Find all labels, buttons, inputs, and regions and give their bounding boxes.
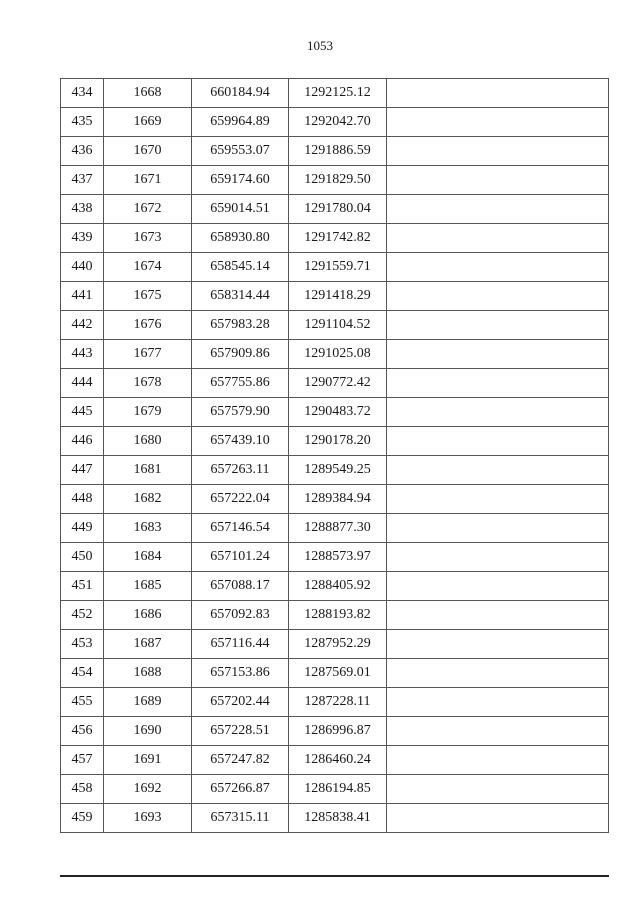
table-row	[61, 224, 609, 253]
note-cell	[387, 514, 609, 543]
note-cell	[387, 456, 609, 485]
x-coordinate-cell: 658314.44	[192, 282, 289, 311]
point-number-cell: 1669	[104, 108, 192, 137]
point-number-cell: 1673	[104, 224, 192, 253]
x-coordinate-cell: 657092.83	[192, 601, 289, 630]
table-row	[61, 311, 609, 340]
point-number-cell: 1686	[104, 601, 192, 630]
note-cell	[387, 717, 609, 746]
row-index-cell: 439	[61, 224, 104, 253]
y-coordinate-cell: 1290483.72	[289, 398, 387, 427]
note-cell	[387, 804, 609, 833]
point-number-cell: 1684	[104, 543, 192, 572]
note-cell	[387, 311, 609, 340]
note-cell	[387, 630, 609, 659]
x-coordinate-cell: 658545.14	[192, 253, 289, 282]
y-coordinate-cell: 1287228.11	[289, 688, 387, 717]
x-coordinate-cell: 657222.04	[192, 485, 289, 514]
x-coordinate-cell: 657909.86	[192, 340, 289, 369]
x-coordinate-cell: 657247.82	[192, 746, 289, 775]
table-row	[61, 108, 609, 137]
point-number-cell: 1689	[104, 688, 192, 717]
table-row	[61, 659, 609, 688]
x-coordinate-cell: 657101.24	[192, 543, 289, 572]
row-index-cell: 437	[61, 166, 104, 195]
row-index-cell: 451	[61, 572, 104, 601]
x-coordinate-cell: 657579.90	[192, 398, 289, 427]
row-index-cell: 456	[61, 717, 104, 746]
table-row	[61, 340, 609, 369]
point-number-cell: 1685	[104, 572, 192, 601]
row-index-cell: 442	[61, 311, 104, 340]
note-cell	[387, 369, 609, 398]
x-coordinate-cell: 660184.94	[192, 79, 289, 108]
point-number-cell: 1681	[104, 456, 192, 485]
table-row	[61, 456, 609, 485]
x-coordinate-cell: 657755.86	[192, 369, 289, 398]
y-coordinate-cell: 1291742.82	[289, 224, 387, 253]
note-cell	[387, 253, 609, 282]
point-number-cell: 1682	[104, 485, 192, 514]
table-row	[61, 137, 609, 166]
note-cell	[387, 688, 609, 717]
note-cell	[387, 224, 609, 253]
x-coordinate-cell: 657266.87	[192, 775, 289, 804]
table-row	[61, 804, 609, 833]
x-coordinate-cell: 657439.10	[192, 427, 289, 456]
coordinate-table-body	[61, 79, 609, 833]
y-coordinate-cell: 1288405.92	[289, 572, 387, 601]
table-row	[61, 369, 609, 398]
y-coordinate-cell: 1291886.59	[289, 137, 387, 166]
table-row	[61, 601, 609, 630]
row-index-cell: 435	[61, 108, 104, 137]
note-cell	[387, 543, 609, 572]
row-index-cell: 459	[61, 804, 104, 833]
table-row	[61, 485, 609, 514]
row-index-cell: 440	[61, 253, 104, 282]
row-index-cell: 436	[61, 137, 104, 166]
note-cell	[387, 282, 609, 311]
y-coordinate-cell: 1285838.41	[289, 804, 387, 833]
note-cell	[387, 108, 609, 137]
y-coordinate-cell: 1290178.20	[289, 427, 387, 456]
row-index-cell: 455	[61, 688, 104, 717]
x-coordinate-cell: 657228.51	[192, 717, 289, 746]
coordinate-table	[60, 78, 609, 833]
y-coordinate-cell: 1292125.12	[289, 79, 387, 108]
table-row	[61, 427, 609, 456]
page-number: 1053	[307, 38, 333, 53]
x-coordinate-cell: 657146.54	[192, 514, 289, 543]
y-coordinate-cell: 1289384.94	[289, 485, 387, 514]
note-cell	[387, 195, 609, 224]
x-coordinate-cell: 659174.60	[192, 166, 289, 195]
note-cell	[387, 485, 609, 514]
point-number-cell: 1679	[104, 398, 192, 427]
y-coordinate-cell: 1291104.52	[289, 311, 387, 340]
note-cell	[387, 398, 609, 427]
footer-rule	[60, 875, 609, 877]
y-coordinate-cell: 1286194.85	[289, 775, 387, 804]
x-coordinate-cell: 657315.11	[192, 804, 289, 833]
note-cell	[387, 746, 609, 775]
row-index-cell: 450	[61, 543, 104, 572]
note-cell	[387, 659, 609, 688]
y-coordinate-cell: 1289549.25	[289, 456, 387, 485]
table-row	[61, 688, 609, 717]
point-number-cell: 1675	[104, 282, 192, 311]
y-coordinate-cell: 1288573.97	[289, 543, 387, 572]
point-number-cell: 1676	[104, 311, 192, 340]
point-number-cell: 1672	[104, 195, 192, 224]
point-number-cell: 1693	[104, 804, 192, 833]
x-coordinate-cell: 657983.28	[192, 311, 289, 340]
y-coordinate-cell: 1286460.24	[289, 746, 387, 775]
row-index-cell: 453	[61, 630, 104, 659]
y-coordinate-cell: 1286996.87	[289, 717, 387, 746]
y-coordinate-cell: 1287569.01	[289, 659, 387, 688]
table-row	[61, 775, 609, 804]
point-number-cell: 1668	[104, 79, 192, 108]
y-coordinate-cell: 1291025.08	[289, 340, 387, 369]
point-number-cell: 1690	[104, 717, 192, 746]
note-cell	[387, 427, 609, 456]
table-row	[61, 572, 609, 601]
table-row	[61, 195, 609, 224]
table-row	[61, 253, 609, 282]
point-number-cell: 1691	[104, 746, 192, 775]
table-row	[61, 398, 609, 427]
row-index-cell: 447	[61, 456, 104, 485]
note-cell	[387, 572, 609, 601]
row-index-cell: 452	[61, 601, 104, 630]
row-index-cell: 457	[61, 746, 104, 775]
note-cell	[387, 775, 609, 804]
point-number-cell: 1683	[104, 514, 192, 543]
x-coordinate-cell: 657263.11	[192, 456, 289, 485]
note-cell	[387, 601, 609, 630]
row-index-cell: 434	[61, 79, 104, 108]
x-coordinate-cell: 659553.07	[192, 137, 289, 166]
point-number-cell: 1678	[104, 369, 192, 398]
table-row	[61, 282, 609, 311]
note-cell	[387, 166, 609, 195]
point-number-cell: 1688	[104, 659, 192, 688]
x-coordinate-cell: 657116.44	[192, 630, 289, 659]
note-cell	[387, 340, 609, 369]
point-number-cell: 1680	[104, 427, 192, 456]
point-number-cell: 1671	[104, 166, 192, 195]
point-number-cell: 1674	[104, 253, 192, 282]
row-index-cell: 441	[61, 282, 104, 311]
x-coordinate-cell: 657202.44	[192, 688, 289, 717]
row-index-cell: 445	[61, 398, 104, 427]
table-row	[61, 717, 609, 746]
row-index-cell: 449	[61, 514, 104, 543]
x-coordinate-cell: 659014.51	[192, 195, 289, 224]
y-coordinate-cell: 1291418.29	[289, 282, 387, 311]
y-coordinate-cell: 1292042.70	[289, 108, 387, 137]
x-coordinate-cell: 659964.89	[192, 108, 289, 137]
table-row	[61, 630, 609, 659]
row-index-cell: 448	[61, 485, 104, 514]
y-coordinate-cell: 1291780.04	[289, 195, 387, 224]
row-index-cell: 438	[61, 195, 104, 224]
note-cell	[387, 79, 609, 108]
row-index-cell: 443	[61, 340, 104, 369]
point-number-cell: 1692	[104, 775, 192, 804]
table-row	[61, 166, 609, 195]
note-cell	[387, 137, 609, 166]
row-index-cell: 454	[61, 659, 104, 688]
table-row	[61, 79, 609, 108]
point-number-cell: 1670	[104, 137, 192, 166]
y-coordinate-cell: 1290772.42	[289, 369, 387, 398]
x-coordinate-cell: 657088.17	[192, 572, 289, 601]
row-index-cell: 444	[61, 369, 104, 398]
y-coordinate-cell: 1287952.29	[289, 630, 387, 659]
table-row	[61, 746, 609, 775]
row-index-cell: 446	[61, 427, 104, 456]
point-number-cell: 1687	[104, 630, 192, 659]
x-coordinate-cell: 657153.86	[192, 659, 289, 688]
row-index-cell: 458	[61, 775, 104, 804]
x-coordinate-cell: 658930.80	[192, 224, 289, 253]
y-coordinate-cell: 1291829.50	[289, 166, 387, 195]
point-number-cell: 1677	[104, 340, 192, 369]
table-row	[61, 514, 609, 543]
table-row	[61, 543, 609, 572]
y-coordinate-cell: 1288877.30	[289, 514, 387, 543]
y-coordinate-cell: 1291559.71	[289, 253, 387, 282]
y-coordinate-cell: 1288193.82	[289, 601, 387, 630]
